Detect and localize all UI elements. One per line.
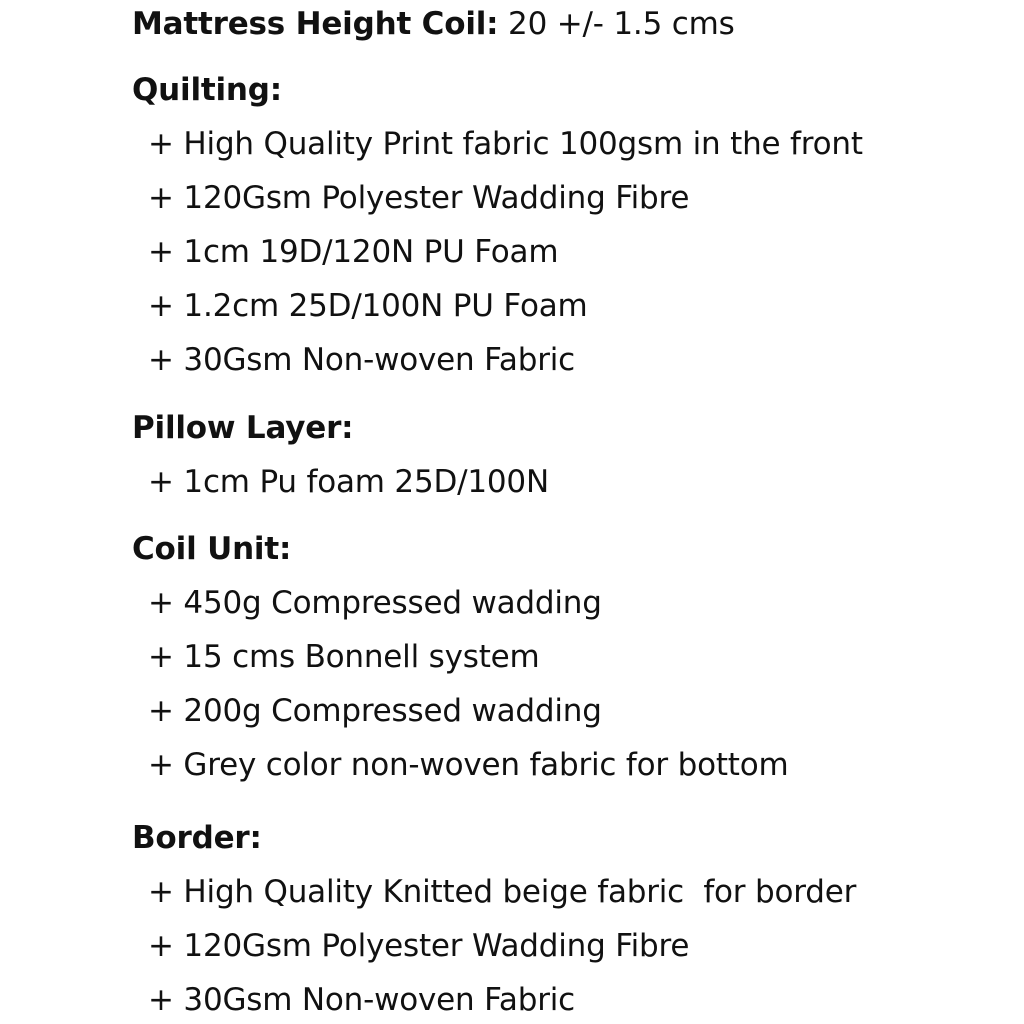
list-item: + 15 cms Bonnell system	[148, 639, 540, 675]
list-item: + High Quality Knitted beige fabric for border	[148, 874, 857, 910]
list-item: + 30Gsm Non-woven Fabric	[148, 342, 575, 378]
mattress-height-line	[132, 5, 735, 43]
list-item: + 120Gsm Polyester Wadding Fibre	[148, 180, 690, 216]
section-title-pillow-layer: Pillow Layer:	[132, 410, 354, 446]
list-item: + 120Gsm Polyester Wadding Fibre	[148, 928, 690, 964]
list-item: + 200g Compressed wadding	[148, 693, 602, 729]
section-title-border: Border:	[132, 820, 262, 856]
list-item: + 1cm Pu foam 25D/100N	[148, 464, 549, 500]
list-item: + 1.2cm 25D/100N PU Foam	[148, 288, 588, 324]
mattress-height-label: Mattress Height Coil:	[132, 6, 499, 42]
list-item: + High Quality Print fabric 100gsm in the front	[148, 126, 863, 162]
list-item: + 1cm 19D/120N PU Foam	[148, 234, 559, 270]
list-item: + 30Gsm Non-woven Fabric	[148, 982, 575, 1018]
section-title-coil-unit: Coil Unit:	[132, 531, 292, 567]
section-title-quilting: Quilting:	[132, 72, 282, 108]
list-item: + Grey color non-woven fabric for bottom	[148, 747, 789, 783]
mattress-height-value: 20 +/- 1.5 cms	[498, 6, 735, 42]
list-item: + 450g Compressed wadding	[148, 585, 602, 621]
